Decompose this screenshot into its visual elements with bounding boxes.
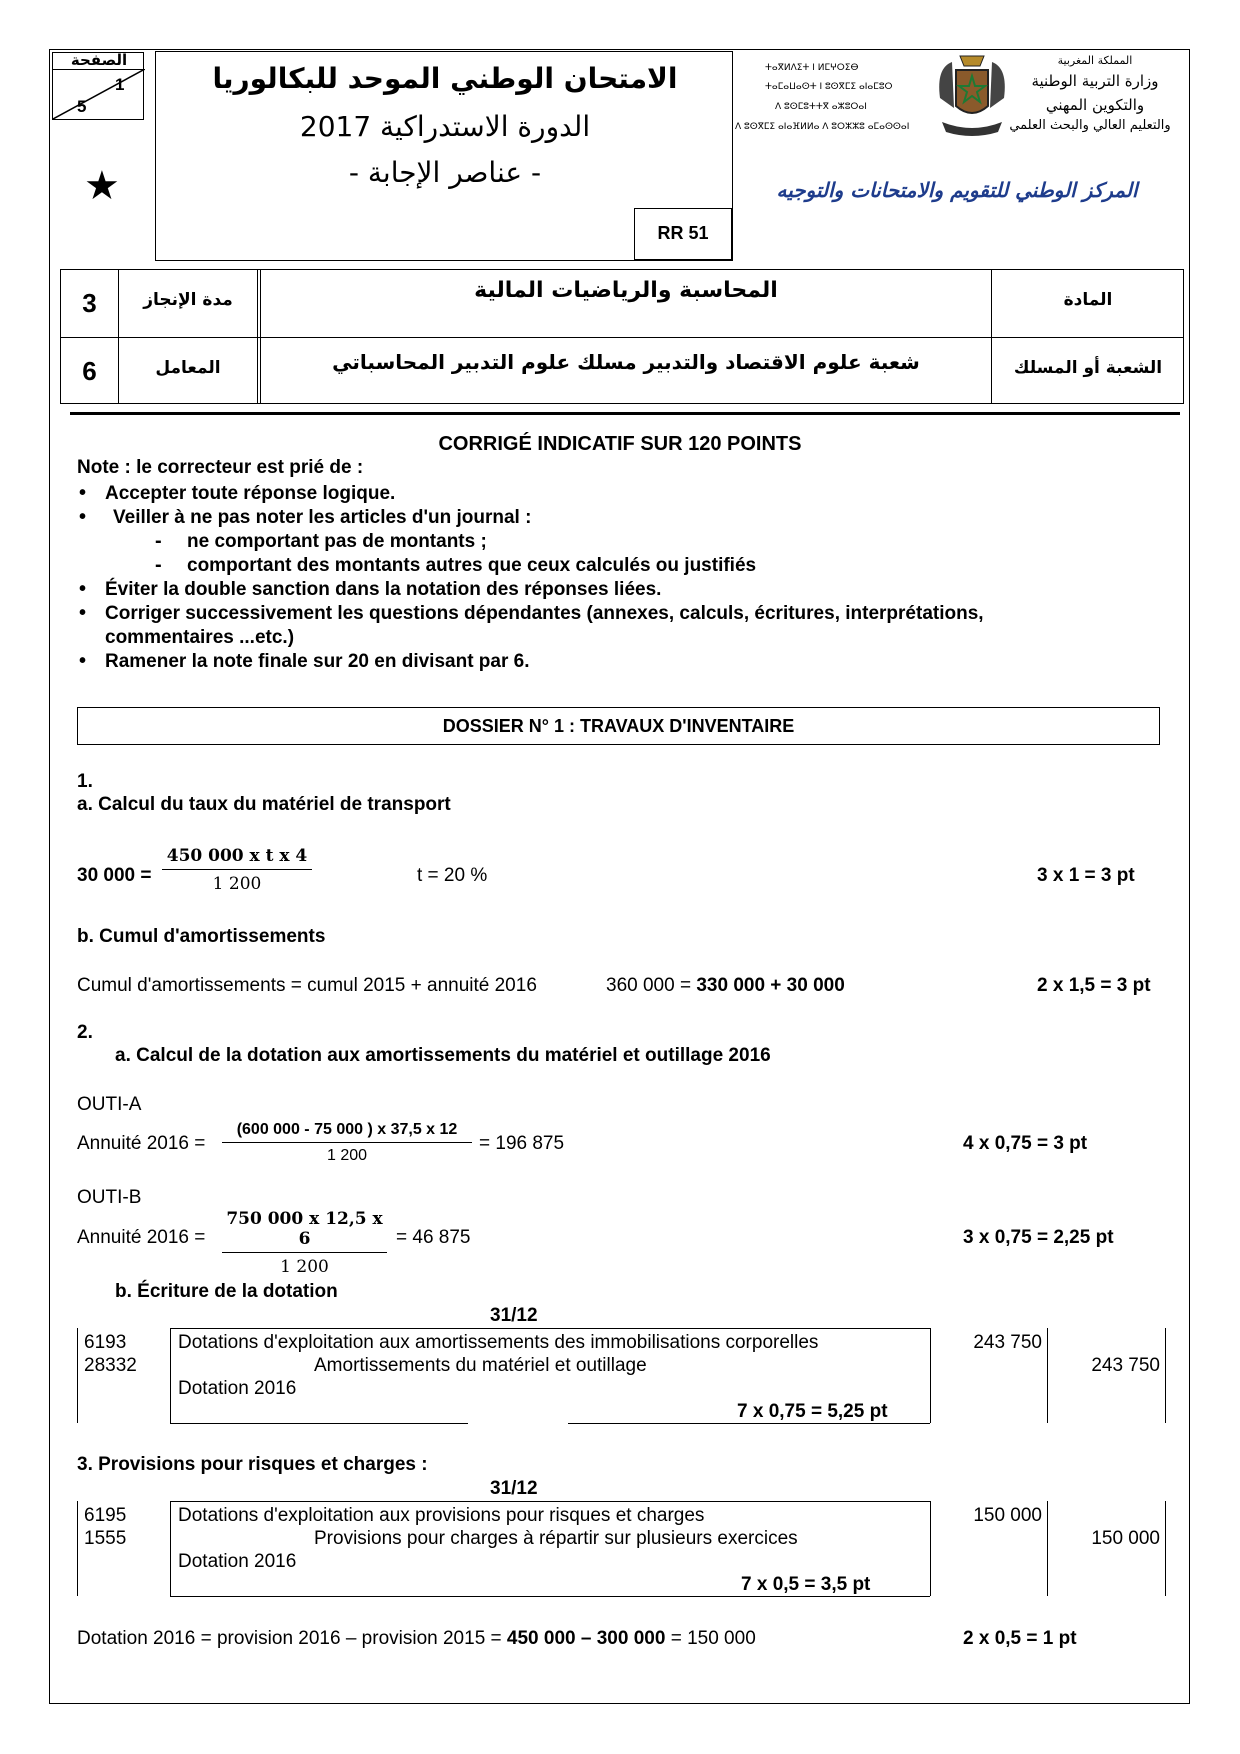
coef-value: 6 xyxy=(82,356,97,386)
sub-note-item: - ne comportant pas de montants ; xyxy=(77,530,1097,554)
account-debit: 6193 xyxy=(84,1332,127,1353)
question-1: 1. xyxy=(77,771,93,792)
subject-label: المادة xyxy=(1063,290,1113,310)
q1a-points: 3 x 1 = 3 pt xyxy=(1037,865,1135,886)
dossier-title-box xyxy=(77,707,1160,745)
title-box xyxy=(155,51,733,261)
note-item: • Corriger successivement les questions dépendantes (annexes, calculs, écritures, interprétations, commentaires ...etc.) xyxy=(77,602,1097,650)
page-label: الصفحة xyxy=(53,51,145,70)
outi-b-numerator: 750 000 x 12,5 x 6 xyxy=(222,1209,387,1253)
exam-code: RR 51 xyxy=(657,223,709,243)
coef-label: المعامل xyxy=(155,358,221,378)
dossier-title: DOSSIER N° 1 : TRAVAUX D'INVENTAIRE xyxy=(442,716,795,736)
q3-formula: Dotation 2016 = provision 2016 – provision 2015 = 450 000 – 300 000 = 150 000 xyxy=(77,1628,756,1649)
header-rule xyxy=(70,412,1180,415)
account-credit: 28332 xyxy=(84,1355,137,1376)
outi-a-label: OUTI-A xyxy=(77,1094,142,1115)
outi-b-fraction xyxy=(222,1209,387,1277)
q1a-lhs: 30 000 = xyxy=(77,865,152,886)
center-name: المركز الوطني للتقويم والامتحانات والتوجيه xyxy=(776,178,1138,202)
amount-debit: 150 000 xyxy=(973,1505,1042,1526)
outi-b-points: 3 x 0,75 = 2,25 pt xyxy=(963,1227,1114,1248)
ministry-line-2: وزارة التربية الوطنية xyxy=(1031,72,1159,90)
question-1b: b. Cumul d'amortissements xyxy=(77,926,326,947)
outi-b-lhs: Annuité 2016 = xyxy=(77,1227,206,1248)
entry-points: 7 x 0,75 = 5,25 pt xyxy=(737,1401,888,1422)
q1a-result: t = 20 % xyxy=(417,865,488,886)
label-debit: Dotations d'exploitation aux amortissements des immobilisations corporelles xyxy=(178,1332,819,1353)
account-debit: 6195 xyxy=(84,1505,127,1526)
corrige-title: CORRIGÉ INDICATIF SUR 120 POINTS xyxy=(438,433,802,455)
outi-a-lhs: Annuité 2016 = xyxy=(77,1133,206,1154)
subject-table xyxy=(60,269,1184,404)
amount-credit: 243 750 xyxy=(1091,1355,1160,1376)
tifinagh-line-1: ⵜⴰⴳⵍⴷⵉⵜ ⵏ ⵍⵎⵖⵔⵉⴱ xyxy=(765,63,859,73)
page-total: 5 xyxy=(77,97,87,116)
outi-a-result: = 196 875 xyxy=(479,1133,565,1154)
entry-date: 31/12 xyxy=(490,1478,538,1499)
q1b-text: Cumul d'amortissements = cumul 2015 + annuité 2016 xyxy=(77,975,537,996)
ministry-line-3: والتكوين المهني xyxy=(1045,96,1145,114)
question-2: 2. xyxy=(77,1022,93,1043)
ministry-line-1: المملكة المغربية xyxy=(1057,54,1133,67)
ministry-line-4: والتعليم العالي والبحث العلمي xyxy=(1009,118,1171,133)
outi-a-numerator: (600 000 - 75 000 ) x 37,5 x 12 xyxy=(222,1121,472,1143)
branch-label: الشعبة أو المسلك xyxy=(1013,358,1163,378)
subject-name: المحاسبة والرياضيات المالية xyxy=(474,278,778,303)
entry-memo: Dotation 2016 xyxy=(178,1551,297,1572)
note-item: • Veiller à ne pas noter les articles d'un journal : - ne comportant pas de montants ; - comportant des montants autres que ceux calculés ou justifiés xyxy=(77,506,1097,578)
label-debit: Dotations d'exploitation aux provisions pour risques et charges xyxy=(178,1505,705,1526)
answer-elements-title: - عناصر الإجابة - xyxy=(348,156,542,189)
label-credit: Amortissements du matériel et outillage xyxy=(314,1355,647,1376)
note-item: • Accepter toute réponse logique. xyxy=(77,482,1097,506)
q1a-numerator: 450 000 x t x 4 xyxy=(162,846,312,870)
note-item: • Ramener la note finale sur 20 en divisant par 6. xyxy=(77,650,1097,674)
duration-label: مدة الإنجاز xyxy=(143,290,233,310)
star-icon: ★ xyxy=(84,164,120,208)
q1b-points: 2 x 1,5 = 3 pt xyxy=(1037,975,1151,996)
branch-name: شعبة علوم الاقتصاد والتدبير مسلك علوم التدبير المحاسباتي xyxy=(332,350,920,374)
note-line: Note : le correcteur est prié de : xyxy=(77,457,364,478)
q1b-calc: 360 000 = 330 000 + 30 000 xyxy=(606,975,845,996)
outi-b-result: = 46 875 xyxy=(396,1227,471,1248)
entry-points: 7 x 0,5 = 3,5 pt xyxy=(741,1574,871,1595)
exam-title: الامتحان الوطني الموحد للبكالوريا xyxy=(212,62,678,95)
outi-b-label: OUTI-B xyxy=(77,1187,142,1208)
label-credit: Provisions pour charges à répartir sur plusieurs exercices xyxy=(314,1528,798,1549)
outi-a-fraction xyxy=(222,1121,472,1165)
note-item: • Éviter la double sanction dans la notation des réponses liées. xyxy=(77,578,1097,602)
tifinagh-line-3: ⴷ ⵓⵙⵎⵓⵜⵜⴳ ⴰⵣⵓⵔⴰⵏ xyxy=(775,102,867,112)
page-box-diagonal xyxy=(53,69,145,119)
duration-value: 3 xyxy=(82,288,97,318)
q1a-fraction xyxy=(162,846,312,894)
entry-memo: Dotation 2016 xyxy=(178,1378,297,1399)
sub-note-item: - comportant des montants autres que ceux calculés ou justifiés xyxy=(77,554,1097,578)
amount-credit: 150 000 xyxy=(1091,1528,1160,1549)
notes-list xyxy=(77,482,1097,674)
amount-debit: 243 750 xyxy=(973,1332,1042,1353)
page-number-box xyxy=(52,52,144,120)
tifinagh-line-4: ⴷ ⵓⵙⴳⵎⵉ ⴰⵏⴰⴼⵍⵍⴰ ⴷ ⵓⵔⵣⵣⵓ ⴰⵎⴰⵙⵙⴰⵏ xyxy=(735,122,910,132)
exam-code-box xyxy=(634,208,732,260)
outi-a-points: 4 x 0,75 = 3 pt xyxy=(963,1133,1088,1154)
page-num: 1 xyxy=(115,75,125,94)
outi-a-denominator: 1 200 xyxy=(326,1147,368,1164)
outi-b-denominator: 1 200 xyxy=(280,1257,329,1277)
tifinagh-line-2: ⵜⴰⵎⴰⵡⴰⵙⵜ ⵏ ⵓⵙⴳⵎⵉ ⴰⵏⴰⵎⵓⵔ xyxy=(765,82,893,92)
question-3: 3. Provisions pour risques et charges : xyxy=(77,1454,428,1475)
question-2b: b. Écriture de la dotation xyxy=(115,1281,338,1302)
q3-points: 2 x 0,5 = 1 pt xyxy=(963,1628,1077,1649)
session-title: الدورة الاستدراكية 2017 xyxy=(299,110,591,143)
entry-date: 31/12 xyxy=(490,1305,538,1326)
question-1a: a. Calcul du taux du matériel de transport xyxy=(77,794,451,815)
question-2a: a. Calcul de la dotation aux amortissements du matériel et outillage 2016 xyxy=(115,1045,771,1066)
q1a-denominator: 1 200 xyxy=(212,874,262,894)
account-credit: 1555 xyxy=(84,1528,127,1549)
